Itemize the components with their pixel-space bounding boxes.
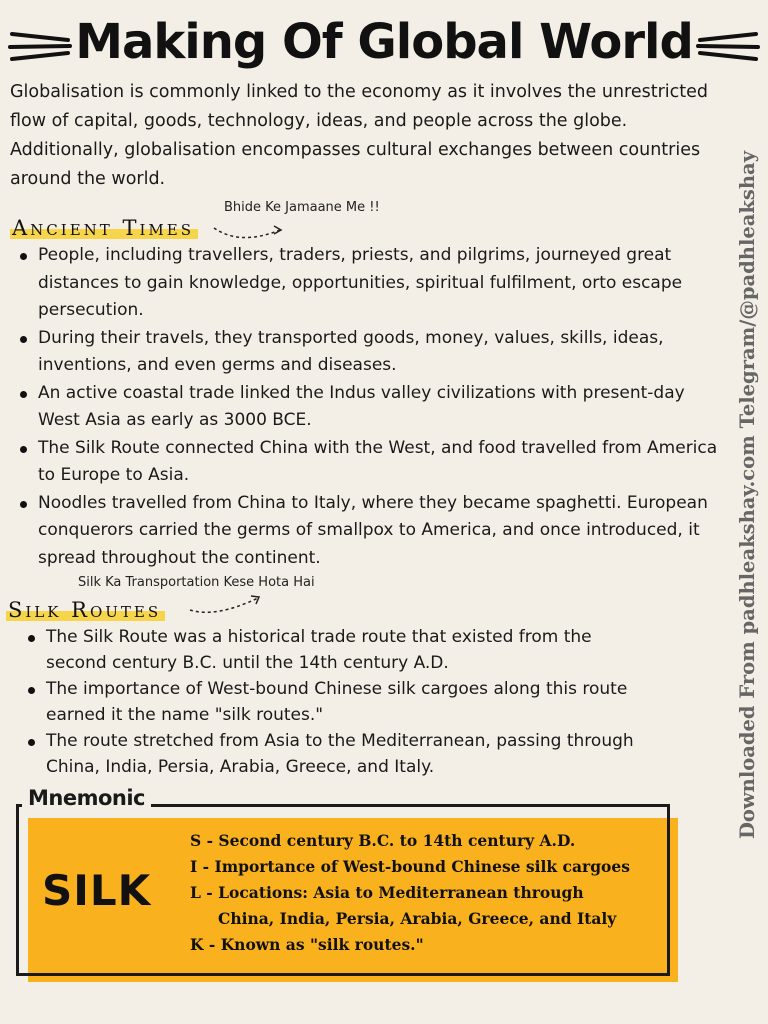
header (0, 10, 768, 80)
page-title: Making Of Global World (75, 14, 693, 70)
mnemonic-label: Mnemonic (22, 786, 151, 810)
mnemonic-line: I - Importance of West-bound Chinese silk cargoes (190, 857, 630, 876)
list-item: The importance of West-bound Chinese silk cargoes along this route earned it the name "silk routes." (18, 676, 636, 728)
mnemonic-line: China, India, Persia, Arabia, Greece, and Italy (218, 909, 617, 928)
list-item: The route stretched from Asia to the Mediterranean, passing through China, India, Persia, Arabia, Greece, and Italy. (18, 728, 636, 780)
mnemonic-line: K - Known as "silk routes." (190, 935, 424, 954)
mnemonic-line: S - Second century B.C. to 14th century A.D. (190, 831, 576, 850)
annotation-silk: Silk Ka Transportation Kese Hota Hai (78, 575, 315, 590)
speed-lines-icon (694, 26, 760, 66)
side-watermark-text: Downloaded From padhleakshay.com Telegram/@padhleakshay (736, 150, 759, 840)
list-item: The Silk Route was a historical trade route that existed from the second century B.C. until the 14th century A.D. (18, 624, 636, 676)
list-item: Noodles travelled from China to Italy, where they became spaghetti. European conquerors carried the germs of smallpox to America, and once introduced, it spread throughout the continent. (10, 490, 718, 573)
mnemonic-line: L - Locations: Asia to Mediterranean through (190, 883, 584, 902)
intro-paragraph: Globalisation is commonly linked to the economy as it involves the unrestricted flow of capital, goods, technology, ideas, and people across the globe. Additionally, globalisation encompasses cultural exchanges between countries around the world. (10, 82, 709, 189)
list-item: During their travels, they transported goods, money, values, skills, ideas, inventions, and even germs and diseases. (10, 325, 718, 380)
annotation-ancient: Bhide Ke Jamaane Me !! (224, 200, 380, 215)
section-heading-text: Ancient Times (12, 216, 194, 240)
curved-arrow-icon (210, 214, 290, 244)
ancient-bullet-list (10, 242, 718, 572)
mnemonic-word: SILK (42, 866, 152, 915)
curved-arrow-icon (186, 590, 270, 620)
mnemonic-lines (190, 828, 630, 958)
section-heading-silk (8, 598, 161, 622)
list-item: The Silk Route connected China with the West, and food travelled from America to Europe to Asia. (10, 435, 718, 490)
list-item: An active coastal trade linked the Indus valley civilizations with present-day West Asia as early as 3000 BCE. (10, 380, 718, 435)
section-heading-ancient (12, 216, 194, 240)
silk-bullet-list (18, 624, 636, 780)
list-item: People, including travellers, traders, priests, and pilgrims, journeyed great distances to gain knowledge, opportunities, spiritual fulfilment, orto escape persecution. (10, 242, 718, 325)
section-heading-text: Silk Routes (8, 598, 162, 622)
